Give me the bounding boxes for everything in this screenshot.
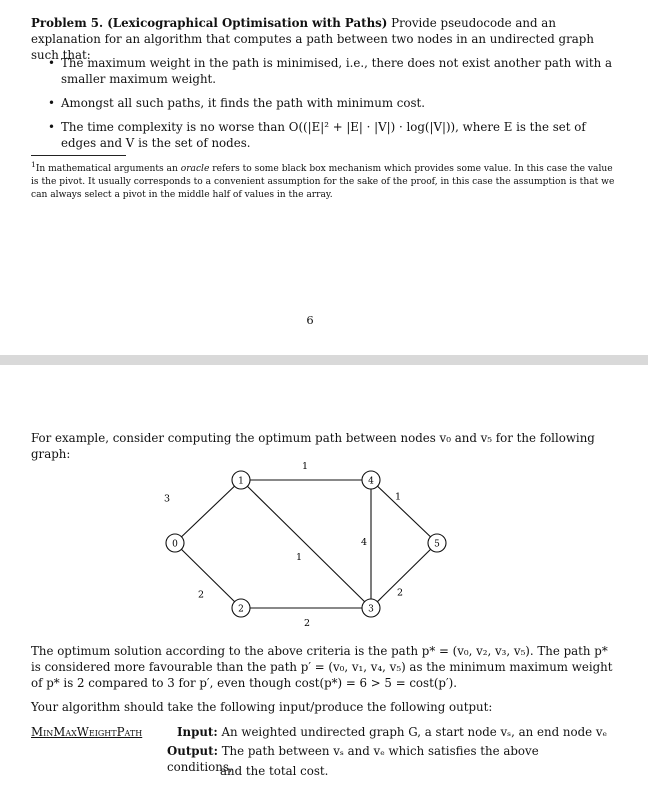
- graph-node-label: 5: [434, 539, 440, 550]
- edge-weight-label: 1: [301, 461, 309, 472]
- footnote-rule: [31, 155, 126, 156]
- output-text: The path between vₛ and vₑ which satisfies the above conditions,: [167, 744, 539, 774]
- problem-intro: Provide pseudocode and an explanation for an algorithm that computes a path between two nodes in an undirected graph such that:: [31, 16, 594, 62]
- graph-edge-0-2: [175, 543, 241, 608]
- page-number: 6: [306, 313, 314, 327]
- graph-node-label: 1: [238, 476, 244, 487]
- example-text: For example, consider computing the optimum path between nodes v₀ and v₅ for the following graph:: [31, 431, 595, 461]
- page-separator: [0, 355, 648, 365]
- graph-node-label: 0: [172, 539, 178, 550]
- input-label: Input:: [177, 725, 218, 739]
- edge-weight-label: 1: [295, 552, 303, 563]
- input-text: An weighted undirected graph G, a start node vₛ, an end node vₑ: [221, 725, 608, 739]
- graph-node-label: 3: [368, 604, 374, 615]
- edge-weight-label: 4: [360, 537, 368, 548]
- example-graph: [150, 455, 460, 630]
- graph-node-label: 2: [238, 604, 244, 615]
- footnote: [31, 158, 621, 202]
- edge-weight-label: 2: [396, 587, 404, 599]
- graph-edge-3-5: [371, 543, 437, 608]
- graph-edge-0-1: [175, 480, 241, 543]
- requirement-item: • Amongst all such paths, it finds the path with minimum cost.: [31, 95, 621, 111]
- footnote-pre: In mathematical arguments an: [35, 164, 181, 175]
- io-instruction-text: Your algorithm should take the following input/produce the following output:: [31, 700, 493, 714]
- edge-weight-label: 1: [394, 491, 402, 503]
- footnote-post: refers to some black box mechanism which provides some value. In this case the value is the pivot. It usually corresponds to a convenient assumption for the sake of the proof, in this case the assumption is that we can always select a pivot in the middle half of values in the array.: [31, 164, 615, 201]
- footnote-mark: 1: [31, 160, 36, 169]
- algorithm-input: [177, 724, 617, 740]
- footnote-term: oracle: [180, 164, 210, 175]
- requirements-list: [31, 55, 621, 159]
- edge-weight-label: 2: [197, 589, 205, 601]
- graph-edge-1-3: [241, 480, 371, 608]
- requirement-item: • The maximum weight in the path is minimised, i.e., there does not exist another path with a smaller maximum weight.: [31, 55, 621, 87]
- algorithm-name: MinMaxWeightPath: [31, 725, 143, 739]
- optimum-solution-text: The optimum solution according to the above criteria is the path p* = (v₀, v₂, v₃, v₅). The path p* is considered more favourable than the path p′ = (v₀, v₁, v₄, v₅) as the minimum maximum weight of p* is 2 compared to 3 for p′, even though cost(p*) = 6 > 5 = cost(p′).: [31, 644, 613, 690]
- output-label: Output:: [167, 744, 218, 758]
- graph-edge-4-5: [371, 480, 437, 543]
- graph-node-label: 4: [368, 476, 374, 487]
- edge-weight-label: 2: [303, 618, 311, 629]
- edge-weight-label: 3: [163, 493, 171, 505]
- algorithm-output-continued: and the total cost.: [220, 764, 329, 778]
- requirement-item: • The time complexity is no worse than O((|E|² + |E| · |V|) · log(|V|)), where E is the set of edges and V is the set of nodes.: [31, 119, 621, 151]
- problem-heading: Problem 5. (Lexicographical Optimisation with Paths): [31, 16, 388, 30]
